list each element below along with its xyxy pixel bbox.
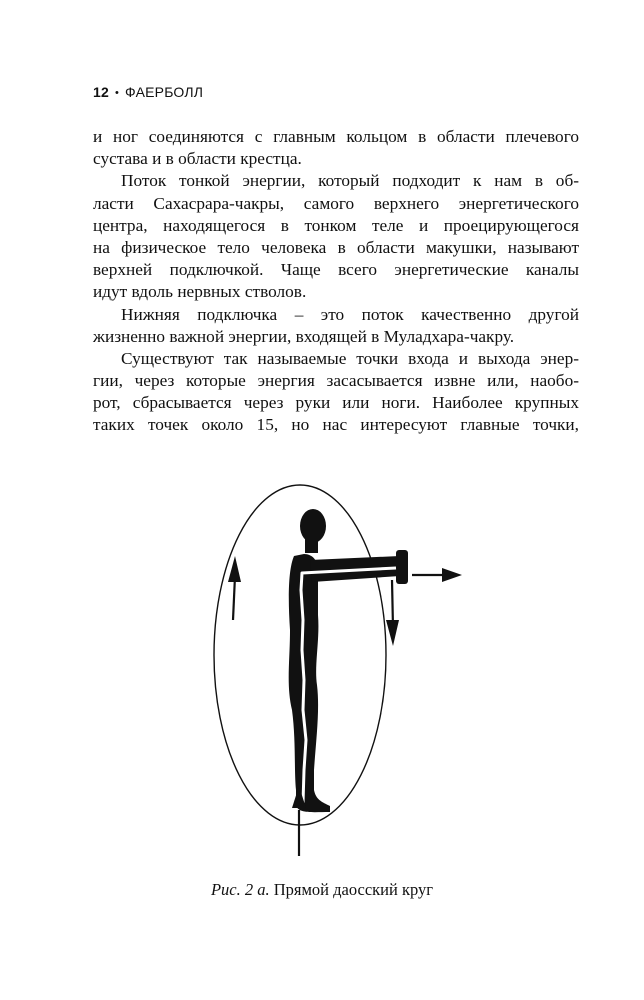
up-arrow-icon (228, 556, 241, 620)
text-line: рот, сбрасывается через руки или ноги. Наиболее крупных (93, 393, 579, 413)
text-line: и ног соединяются с главным кольцом в области плечевого (93, 127, 579, 146)
page-number: 12 (93, 84, 109, 100)
text-line: жизненно важной энергии, входящей в Муладхара-чакру. (93, 326, 515, 346)
body-text (93, 126, 579, 437)
text-line: Существуют так называемые точки входа и выхода энер- (121, 348, 579, 368)
figure-daoist-circle (200, 470, 480, 860)
down-arrow-icon (386, 580, 399, 646)
caption-label: Рис. 2 а. (210, 880, 270, 899)
running-head (93, 84, 203, 100)
text-line: идут вдоль нервных стволов. (93, 282, 307, 302)
figure-illustration (200, 470, 480, 860)
outflow-arrow-right-icon (412, 568, 462, 582)
text-line: таких точек около 15, но нас интересуют главные точки, (93, 415, 579, 435)
text-line: на физическое тело человека в области макушки, называют (93, 237, 579, 257)
figure-caption (0, 880, 644, 900)
text-line: Поток тонкой энергии, который подходит к нам в об- (121, 171, 579, 191)
book-title: ФАЕРБОЛЛ (125, 84, 204, 100)
text-line: Нижняя подключка – это поток качественно другой (121, 304, 579, 324)
caption-text: Прямой даосский круг (273, 880, 434, 899)
human-silhouette (289, 509, 408, 812)
text-line: гии, через которые энергия засасывается извне или, наобо- (93, 371, 579, 391)
text-line: ласти Сахасрара-чакры, самого верхнего энергетического (93, 193, 579, 213)
text-line: сустава и в области крестца. (93, 149, 302, 169)
text-line: центра, находящегося в тонком теле и проецирующегося (93, 215, 579, 235)
header-separator: • (114, 87, 120, 99)
text-line: верхней подключкой. Чаще всего энергетические каналы (93, 260, 579, 280)
